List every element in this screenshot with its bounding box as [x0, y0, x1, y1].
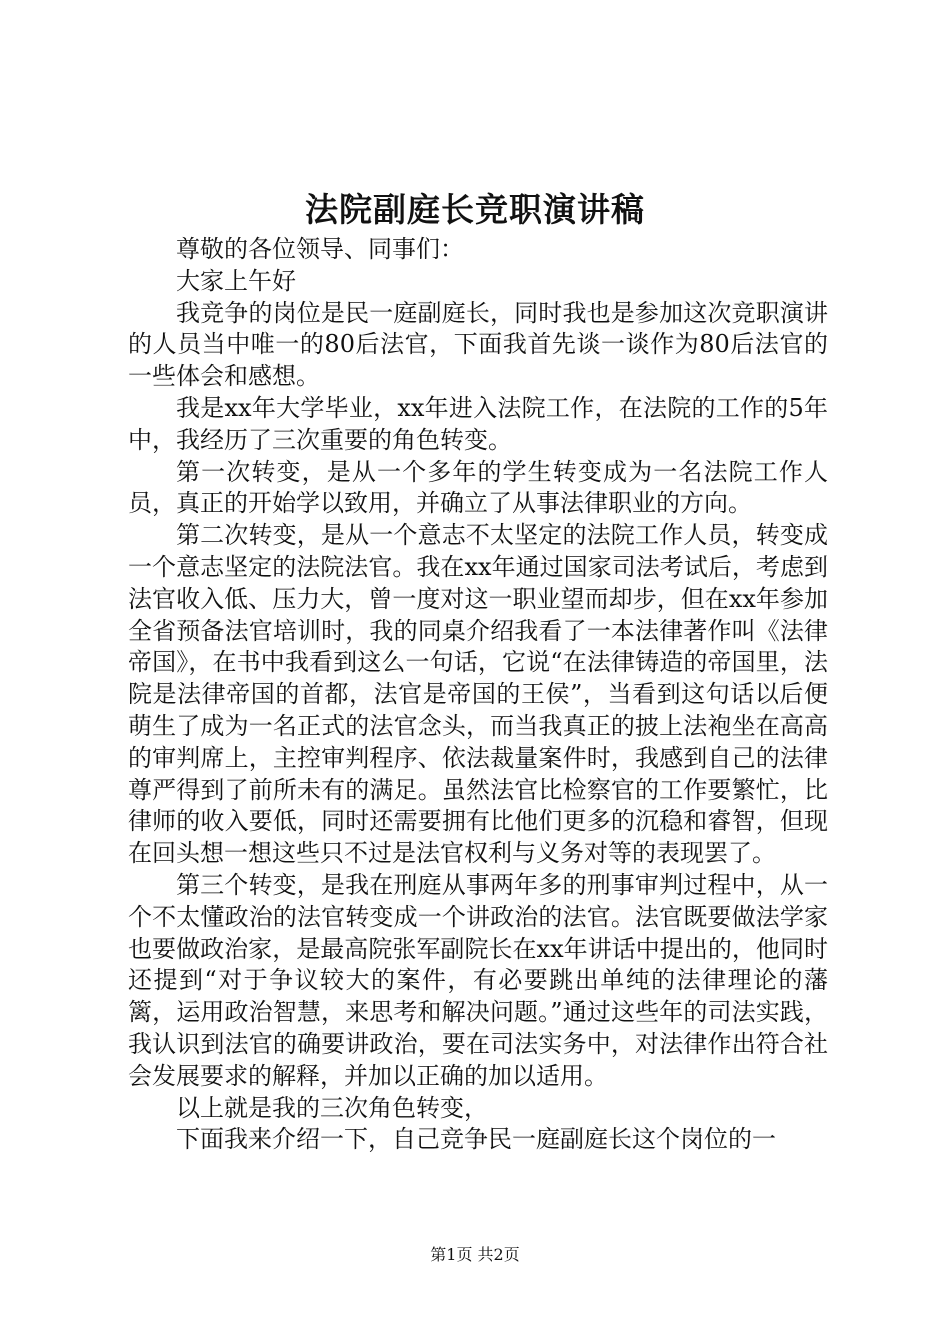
- paragraph-second-change: 第二次转变，是从一个意志不太坚定的法院工作人员，转变成一个意志坚定的法院法官。我在xx年通过国家司法考试后，考虑到法官收入低、压力大，曾一度对这一职业望而却步，但在xx年参加全省预备法官培训时，我的同桌介绍我看了一本法律著作叫《法律帝国》，在书中我看到这么一句话，它说“在法律铸造的帝国里，法院是法律帝国的首都，法官是帝国的王侯”，当看到这句话以后便萌生了成为一名正式的法官念头，而当我真正的披上法袍坐在高高的审判席上，主控审判程序、依法裁量案件时，我感到自己的法律尊严得到了前所未有的满足。虽然法官比检察官的工作要繁忙，比律师的收入要低，同时还需要拥有比他们更多的沉稳和睿智，但现在回头想一想这些只不过是法官权利与义务对等的表现罢了。: [128, 521, 828, 868]
- paragraph-salutation: 尊敬的各位领导、同事们：: [176, 235, 464, 263]
- paragraph-background: 我是xx年大学毕业，xx年进入法院工作，在法院的工作的5年中，我经历了三次重要的角色转变。: [128, 393, 828, 454]
- page-number-footer: 第1页 共2页: [430, 1245, 520, 1264]
- paragraph-first-change: 第一次转变，是从一个多年的学生转变成为一名法院工作人员，真正的开始学以致用，并确立了从事法律职业的方向。: [128, 457, 828, 518]
- document-body: [128, 234, 828, 1156]
- paragraph-introduction: 我竞争的岗位是民一庭副庭长，同时我也是参加这次竞职演讲的人员当中唯一的80后法官，下面我首先谈一谈作为80后法官的一些体会和感想。: [128, 298, 828, 391]
- paragraph-continuation: 下面我来介绍一下，自己竞争民一庭副庭长这个岗位的一: [176, 1125, 776, 1154]
- paragraph-third-change: 第三个转变，是我在刑庭从事两年多的刑事审判过程中，从一个不太懂政治的法官转变成一个讲政治的法官。法官既要做法学家也要做政治家，是最高院张军副院长在xx年讲话中提出的，他同时还提到“对于争议较大的案件，有必要跳出单纯的法律理论的藩篱，运用政治智慧，来思考和解决问题。”通过这些年的司法实践，我认识到法官的确要讲政治，要在司法实务中，对法律作出符合社会发展要求的解释，并加以正确的加以适用。: [128, 870, 828, 1090]
- document-title: 法院副庭长竞职演讲稿: [305, 190, 645, 229]
- paragraph-greeting: 大家上午好: [176, 266, 296, 295]
- paragraph-summary: 以上就是我的三次角色转变，: [176, 1093, 488, 1122]
